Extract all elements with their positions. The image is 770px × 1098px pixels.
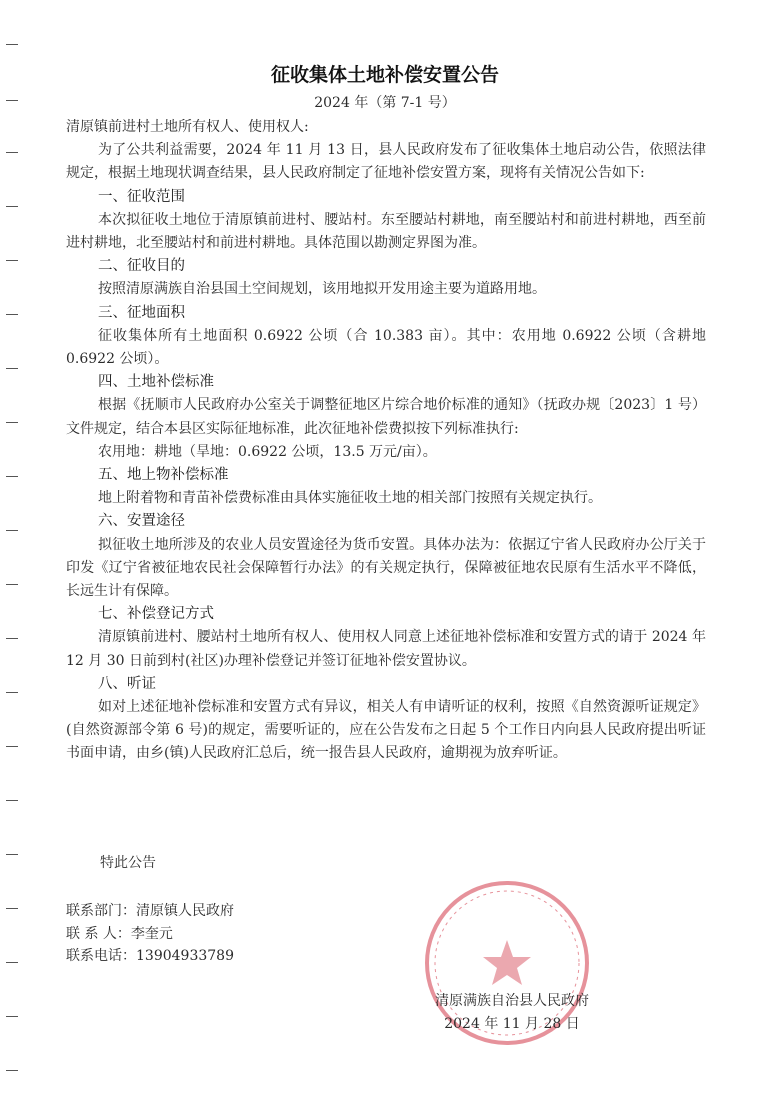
document-number: 2024 年（第 7-1 号）	[314, 95, 456, 111]
section-paragraph: 按照清原满族自治县国土空间规划，该用地拟开发用途主要为道路用地。	[98, 281, 546, 298]
signer-organization: 清原满族自治县人民政府	[435, 993, 589, 1009]
contact-department: 联系部门：清原镇人民政府	[66, 903, 234, 919]
section-heading: 一、征收范围	[98, 188, 185, 205]
section-heading: 二、征收目的	[98, 258, 185, 275]
section-heading: 七、补偿登记方式	[98, 606, 214, 623]
section-heading: 三、征地面积	[98, 304, 185, 321]
contact-block	[66, 900, 234, 968]
section-paragraph: 农用地：耕地（旱地：0.6922 公顷，13.5 万元/亩）。	[98, 443, 437, 460]
section-paragraph: 如对上述征地补偿标准和安置方式有异议，相关人有申请听证的权利，按照《自然资源听证规定》(自然资源部令第 6 号)的规定，需要听证的，应在公告发布之日起 5 个工作日内向县人民政府提出听证书面申请，由乡(镇)人民政府汇总后，统一报告县人民政府，逾期视为放弃听证。	[66, 699, 706, 762]
section-paragraph: 地上附着物和青苗补偿费标准由具体实施征收土地的相关部门按照有关规定执行。	[98, 490, 602, 507]
section-paragraph: 拟征收土地所涉及的农业人员安置途径为货币安置。具体办法为：依据辽宁省人民政府办公厅关于印发《辽宁省被征地农民社会保障暂行办法》的有关规定执行，保障被征地农民原有生活水平不降低，长远生计有保障。	[66, 536, 706, 600]
contact-phone: 联系电话：13904933789	[66, 948, 234, 964]
section-heading: 五、地上物补偿标准	[98, 467, 229, 484]
addressee: 清原镇前进村土地所有权人、使用权人:	[66, 119, 309, 135]
section-heading: 八、听证	[98, 675, 156, 692]
intro-paragraph: 为了公共利益需要，2024 年 11 月 13 日，县人民政府发布了征收集体土地启动公告，依照法律规定，根据土地现状调查结果，县人民政府制定了征地补偿安置方案，现将有关情况公告如下:	[66, 142, 706, 182]
contact-person: 联 系 人：李奎元	[66, 925, 173, 942]
section-paragraph: 清原镇前进村、腰站村土地所有权人、使用权人同意上述征地补偿标准和安置方式的请于 2024 年 12 月 30 日前到村(社区)办理补偿登记并签订征地补偿安置协议。	[66, 629, 706, 669]
section-paragraph: 本次拟征收土地位于清原镇前进村、腰站村。东至腰站村耕地，南至腰站村和前进村耕地，西至前进村耕地，北至腰站村和前进村耕地。具体范围以勘测定界图为准。	[66, 211, 706, 252]
closing-notice: 特此公告	[100, 855, 156, 871]
document-body	[66, 116, 706, 766]
signature-block	[412, 990, 612, 1036]
section-heading: 四、土地补偿标准	[98, 374, 214, 391]
signing-date: 2024 年 11 月 28 日	[444, 1016, 580, 1032]
document-title: 征收集体土地补偿安置公告	[270, 64, 499, 86]
section-heading: 六、安置途径	[98, 513, 185, 530]
section-paragraph: 根据《抚顺市人民政府办公室关于调整征地区片综合地价标准的通知》（抚政办规〔2023〕1 号）文件规定，结合本县区实际征地标准，此次征地补偿费拟按下列标准执行:	[66, 397, 706, 437]
section-paragraph: 征收集体所有土地面积 0.6922 公顷（合 10.383 亩）。其中：农用地 0.6922 公顷（含耕地 0.6922 公顷）。	[66, 327, 706, 368]
